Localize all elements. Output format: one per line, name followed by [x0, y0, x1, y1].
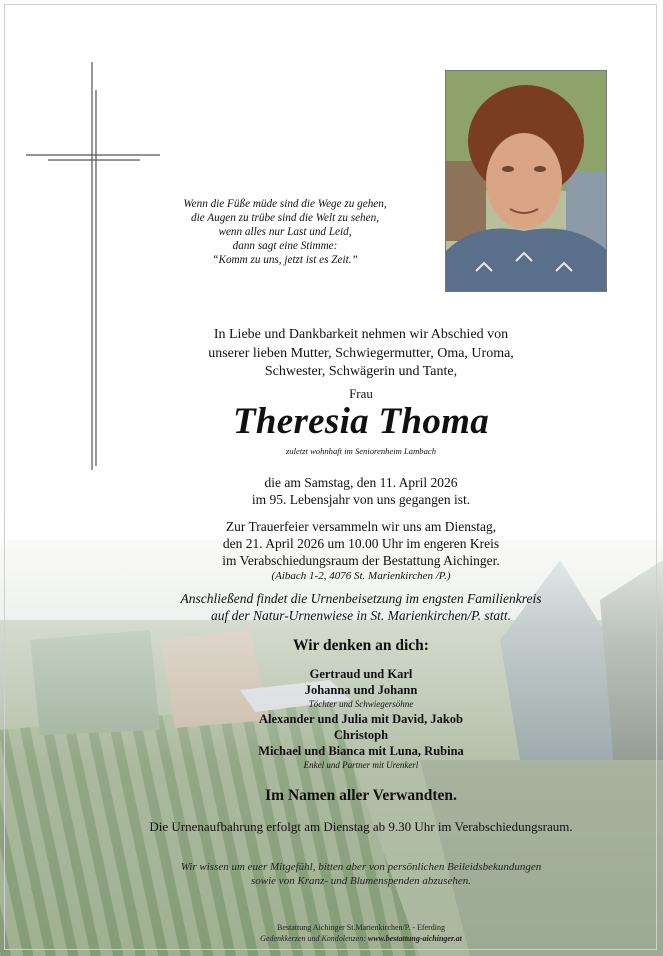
- notice-line: sowie von Kranz- und Blumenspenden abzusehen.: [251, 875, 471, 887]
- burial-info: [80, 591, 642, 624]
- ceremony-address: (Aibach 1-2, 4076 St. Marienkirchen /P.): [271, 570, 451, 582]
- ceremony-line: im Verabschiedungsraum der Bestattung Aichinger.: [222, 553, 500, 568]
- last-residence: zuletzt wohnhaft im Seniorenheim Lambach: [285, 446, 437, 456]
- closing-line: Im Namen aller Verwandten.: [265, 787, 457, 804]
- poem-line: dann sagt eine Stimme:: [232, 240, 338, 252]
- family-member: Christoph: [333, 728, 389, 742]
- intro-line: In Liebe und Dankbarkeit nehmen wir Abschied von: [213, 327, 509, 342]
- family-member: Michael und Bianca mit Luna, Rubina: [258, 744, 464, 758]
- condolence-label: Gedenkkerzen und Kondolenzen:: [260, 934, 366, 943]
- notice-line: Wir wissen um euer Mitgefühl, bitten aber von persönlichen Beileidsbekundungen: [180, 861, 542, 873]
- burial-line: auf der Natur-Urnenwiese in St. Marienkirchen/P. statt.: [210, 607, 512, 623]
- poem-line: “Komm zu uns, jetzt ist es Zeit.”: [212, 254, 358, 266]
- poem-line: Wenn die Füße müde sind die Wege zu gehen,: [183, 198, 387, 210]
- poem-line: wenn alles nur Last und Leid,: [218, 226, 352, 238]
- farewell-intro: [80, 326, 642, 382]
- burial-line: Anschließend findet die Urnenbeisetzung im engsten Familienkreis: [180, 591, 542, 606]
- death-notice: [80, 474, 642, 508]
- ceremony-info: [80, 518, 642, 583]
- deceased-name: Theresia Thoma: [232, 401, 489, 442]
- poem-line: die Augen zu trübe sind die Welt zu sehen,: [191, 212, 379, 224]
- family-list: [80, 666, 642, 772]
- viewing-info: Die Urnenaufbahrung erfolgt am Dienstag ab 9.30 Uhr im Verabschiedungsraum.: [149, 819, 573, 834]
- intro-line: Schwester, Schwägerin und Tante,: [264, 364, 458, 379]
- portrait-photo: [445, 70, 607, 292]
- remember-heading: Wir denken an dich:: [293, 637, 429, 654]
- family-member: Johanna und Johann: [304, 683, 418, 697]
- death-line: im 95. Lebensjahr von uns gegangen ist.: [251, 492, 471, 507]
- funeral-home: Bestattung Aichinger St.Marienkirchen/P. - Eferding: [277, 923, 445, 932]
- condolence-notice: [80, 860, 642, 888]
- family-relation-note: Töchter und Schwiegersöhne: [308, 699, 414, 709]
- family-relation-note: Enkel und Partner mit Urenkerl: [303, 760, 419, 770]
- ceremony-line: den 21. April 2026 um 10.00 Uhr im engeren Kreis: [222, 536, 500, 551]
- ceremony-line: Zur Trauerfeier versammeln wir uns am Dienstag,: [225, 519, 497, 534]
- death-line: die am Samstag, den 11. April 2026: [264, 475, 458, 490]
- intro-line: unserer lieben Mutter, Schwiegermutter, Oma, Uroma,: [208, 345, 514, 361]
- salutation: Frau: [349, 386, 373, 401]
- family-member: Alexander und Julia mit David, Jakob: [259, 712, 463, 726]
- website-link[interactable]: www.bestattung-aichinger.at: [367, 934, 462, 943]
- family-member: Gertraud und Karl: [309, 667, 413, 681]
- poem: [140, 197, 430, 267]
- footer: [80, 922, 642, 944]
